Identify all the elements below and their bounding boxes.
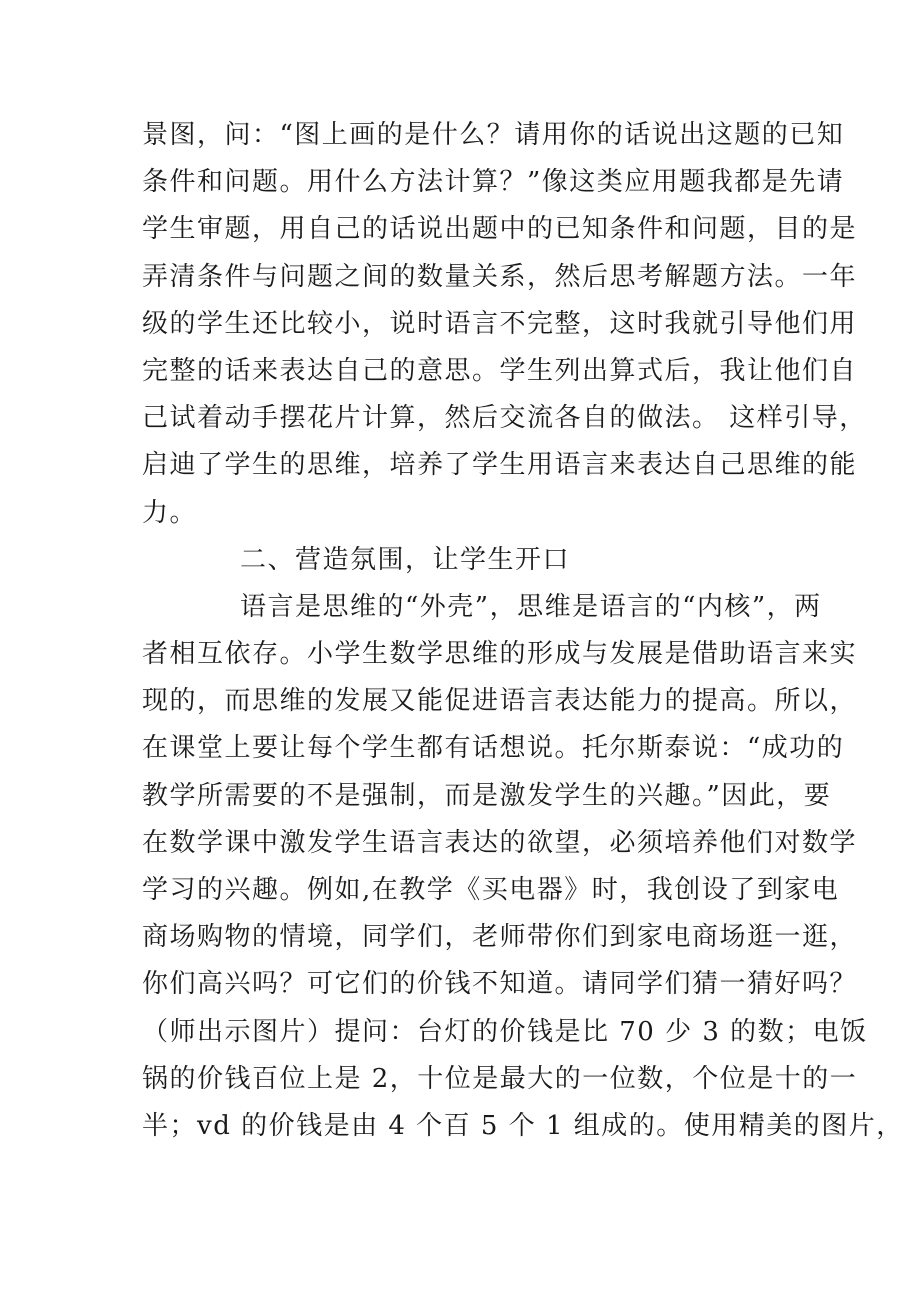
paragraph-line: 语言是思维的“外壳”，思维是语言的“内核”，两 bbox=[240, 591, 822, 622]
paragraph-line: 半；vd 的价钱是由 4 个百 5 个 1 组成的。使用精美的图片， bbox=[142, 1110, 904, 1141]
paragraph-line: 教学所需要的不是强制，而是激发学生的兴趣。”因此，要 bbox=[142, 780, 832, 811]
paragraph-line: 者相互依存。小学生数学思维的形成与发展是借助语言来实 bbox=[142, 639, 858, 670]
document-body bbox=[142, 112, 904, 1150]
paragraph-line: 你们高兴吗？可它们的价钱不知道。请同学们猜一猜好吗？ bbox=[142, 969, 858, 1000]
paragraph-line: 在数学课中激发学生语言表达的欲望，必须培养他们对数学 bbox=[142, 827, 858, 858]
paragraph-line: 己试着动手摆花片计算，然后交流各自的做法。 这样引导， bbox=[142, 403, 867, 434]
section-heading: 二、营造氛围，让学生开口 bbox=[240, 544, 571, 575]
paragraph-line: （师出示图片）提问：台灯的价钱是比 70 少 3 的数；电饭 bbox=[142, 1016, 868, 1047]
paragraph-line: 商场购物的情境，同学们，老师带你们到家电商场逛一逛， bbox=[142, 922, 858, 953]
paragraph-line: 级的学生还比较小，说时语言不完整，这时我就引导他们用 bbox=[142, 308, 858, 339]
paragraph-line: 锅的价钱百位上是 2，十位是最大的一位数，个位是十的一 bbox=[142, 1063, 858, 1094]
paragraph-line: 力。 bbox=[142, 497, 198, 528]
paragraph-line: 学生审题，用自己的话说出题中的已知条件和问题，目的是 bbox=[142, 214, 858, 245]
paragraph-line: 条件和问题。用什么方法计算？”像这类应用题我都是先请 bbox=[142, 167, 845, 198]
paragraph-line: 启迪了学生的思维，培养了学生用语言来表达自己思维的能 bbox=[142, 450, 858, 481]
paragraph-line: 学习的兴趣。例如,在教学《买电器》时，我创设了到家电 bbox=[142, 875, 840, 905]
paragraph-line: 弄清条件与问题之间的数量关系，然后思考解题方法。一年 bbox=[142, 261, 858, 292]
paragraph-line: 完整的话来表达自己的意思。学生列出算式后，我让他们自 bbox=[142, 355, 858, 386]
paragraph-line: 现的，而思维的发展又能促进语言表达能力的提高。所以， bbox=[142, 686, 858, 717]
paragraph-line: 景图，问：“图上画的是什么？请用你的话说出这题的已知 bbox=[142, 120, 845, 150]
paragraph-line: 在课堂上要让每个学生都有话想说。托尔斯泰说：“成功的 bbox=[142, 733, 845, 764]
